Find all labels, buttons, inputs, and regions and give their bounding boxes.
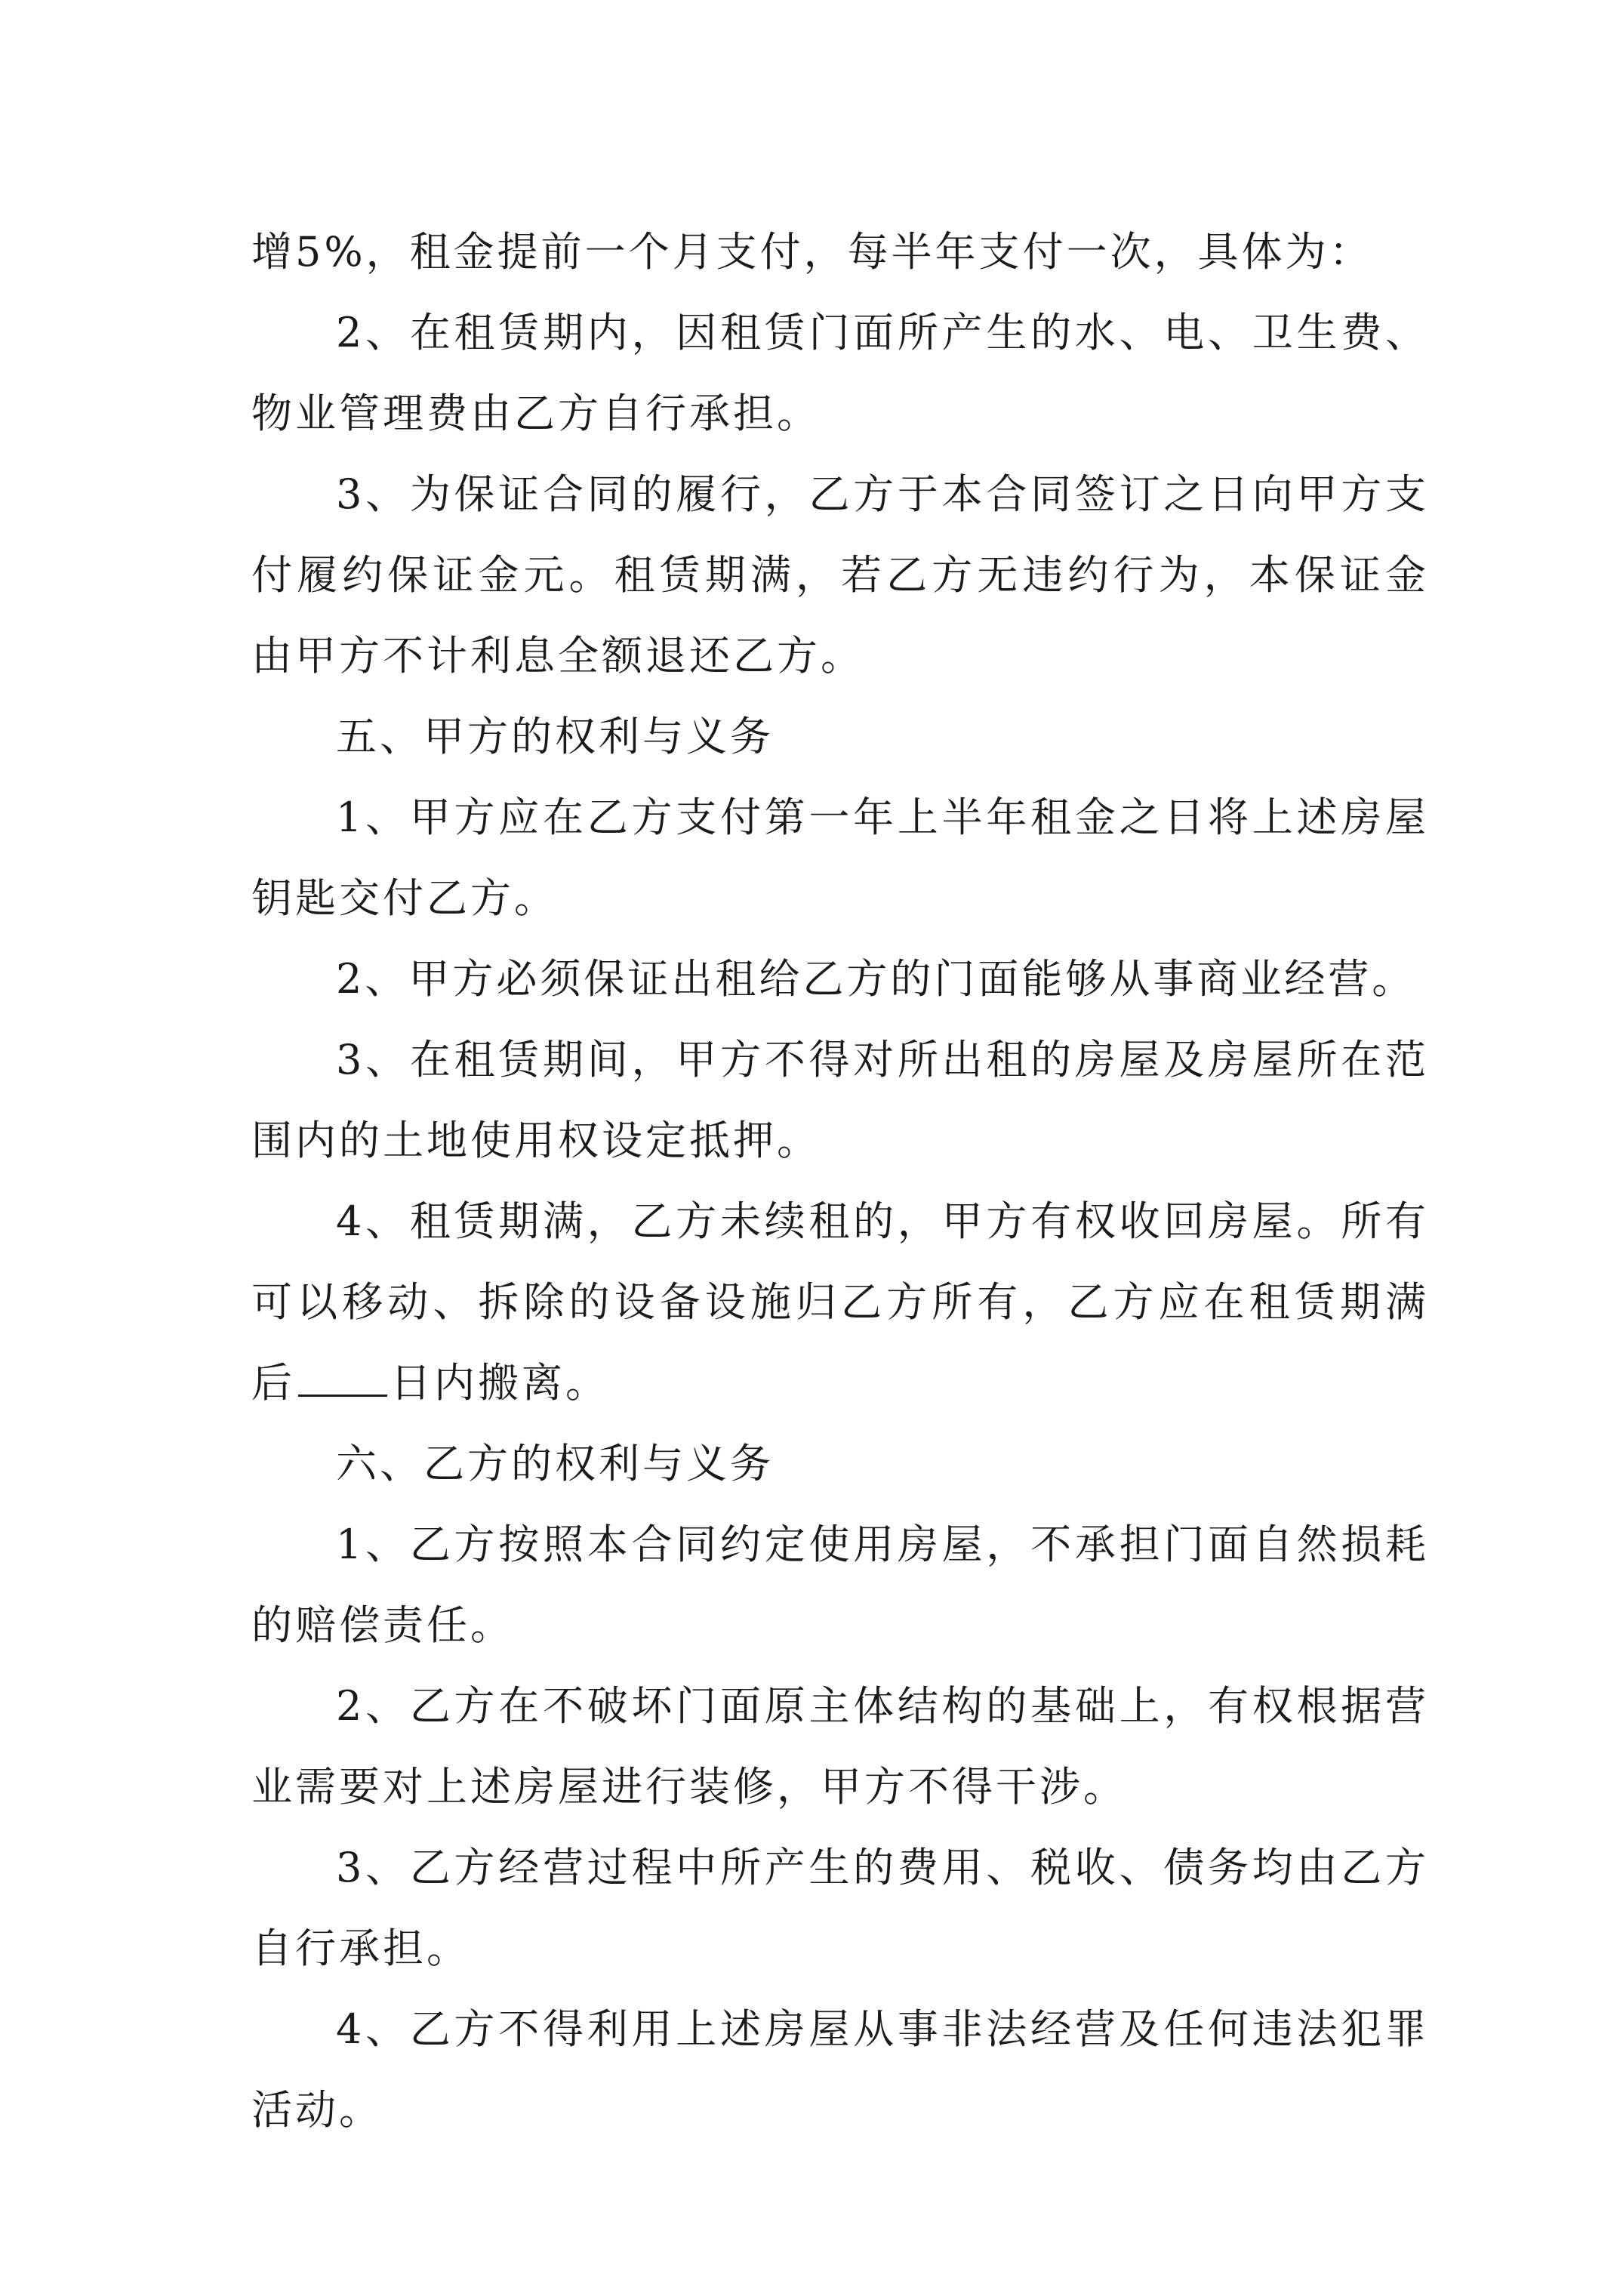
paragraph-5-4-text-after: 日内搬离。 bbox=[390, 1359, 609, 1407]
paragraph-5-3-mortgage: 3、在租赁期间，甲方不得对所出租的房屋及房屋所在范围内的土地使用权设定抵押。 bbox=[251, 1036, 1429, 1164]
paragraph-6-1-usage: 1、乙方按照本合同约定使用房屋，不承担门面自然损耗的赔偿责任。 bbox=[251, 1521, 1429, 1649]
paragraph-6-4-legal: 4、乙方不得利用上述房屋从事非法经营及任何违法犯罪活动。 bbox=[251, 2005, 1429, 2134]
paragraph-5-4-expiry bbox=[251, 1181, 1429, 1423]
paragraph-5-4-text-before: 4、租赁期满，乙方未续租的，甲方有权收回房屋。所有可以移动、拆除的设备设施归乙方所有，乙方应在租赁期满后 bbox=[251, 1197, 1429, 1407]
paragraph-rent-continuation: 增5%，租金提前一个月支付，每半年支付一次，具体为： bbox=[251, 228, 1373, 276]
fill-in-blank-days bbox=[298, 1357, 387, 1397]
section-heading-5: 五、甲方的权利与义务 bbox=[336, 713, 774, 760]
section-heading-6: 六、乙方的权利与义务 bbox=[336, 1440, 774, 1487]
paragraph-6-2-renovation: 2、乙方在不破坏门面原主体结构的基础上，有权根据营业需要对上述房屋进行装修，甲方不得干涉。 bbox=[251, 1682, 1429, 1811]
paragraph-4-3-deposit: 3、为保证合同的履行，乙方于本合同签订之日向甲方支付履约保证金元。租赁期满，若乙方无违约行为，本保证金由甲方不计利息全额退还乙方。 bbox=[251, 470, 1429, 680]
paragraph-4-2-utilities: 2、在租赁期内，因租赁门面所产生的水、电、卫生费、物业管理费由乙方自行承担。 bbox=[251, 309, 1429, 437]
contract-text bbox=[251, 211, 1429, 2150]
paragraph-6-3-expenses: 3、乙方经营过程中所产生的费用、税收、债务均由乙方自行承担。 bbox=[251, 1844, 1429, 1972]
paragraph-5-2-business: 2、甲方必须保证出租给乙方的门面能够从事商业经营。 bbox=[336, 955, 1416, 1003]
paragraph-5-1-keys: 1、甲方应在乙方支付第一年上半年租金之日将上述房屋钥匙交付乙方。 bbox=[251, 794, 1429, 922]
